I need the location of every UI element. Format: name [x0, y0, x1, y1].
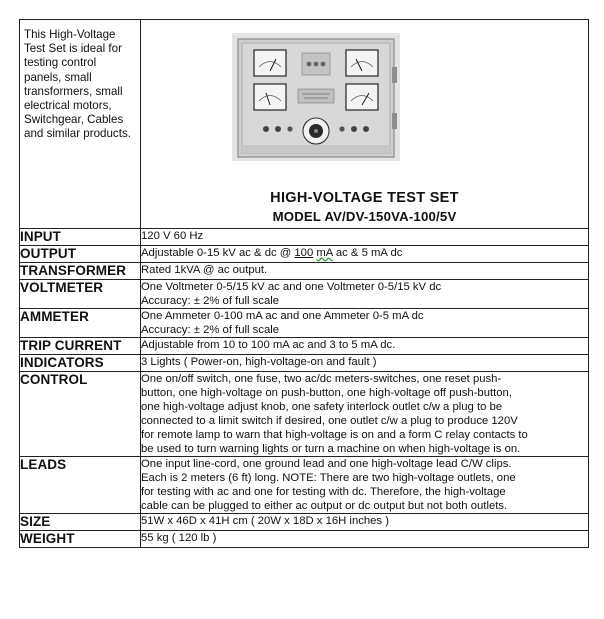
- spec-row-ammeter: [20, 309, 589, 338]
- value-line: One Ammeter 0-100 mA ac and one Ammeter 0-5 mA dc: [141, 310, 424, 322]
- value-line: Accuracy: ± 2% of full scale: [141, 295, 280, 307]
- product-title: HIGH-VOLTAGE TEST SET: [270, 190, 459, 206]
- output-current-unit: mA: [316, 247, 333, 259]
- meter-kv-ac: [254, 50, 286, 76]
- spec-row-indicators: [20, 355, 589, 372]
- label-size: SIZE: [20, 514, 141, 531]
- value-line: One Voltmeter 0-5/15 kV ac and one Voltmeter 0-5/15 kV dc: [141, 281, 442, 293]
- value-voltmeter: [141, 280, 589, 309]
- value-ammeter: [141, 309, 589, 338]
- high-voltage-adjust-knob: [303, 118, 329, 144]
- label-indicators: INDICATORS: [20, 355, 141, 372]
- spec-row-size: [20, 514, 589, 531]
- spec-row-transformer: [20, 263, 589, 280]
- value-line: 3 Lights ( Power-on, high-voltage-on and fault ): [141, 356, 377, 368]
- label-control: CONTROL: [20, 372, 141, 457]
- value-line: Each is 2 meters (6 ft) long. NOTE: There are two high-voltage outlets, one: [141, 472, 516, 484]
- value-line: button, one high-voltage on push-button, one high-voltage off push-button,: [141, 387, 512, 399]
- value-line: for remote lamp to warn that high-voltage is on and a form C relay contacts to: [141, 429, 528, 441]
- label-voltmeter: VOLTMETER: [20, 280, 141, 309]
- spec-row-trip-current: [20, 338, 589, 355]
- output-text-start: Adjustable 0-15 kV ac & dc @: [141, 247, 295, 259]
- value-line: for testing with ac and one for testing with dc. Therefore, the high-voltage: [141, 486, 506, 498]
- value-output: [141, 246, 589, 263]
- value-leads: [141, 457, 589, 514]
- value-line: connected to a limit switch if desired, one outlet c/w a plug to produce 120V: [141, 415, 518, 427]
- intro-cell: [20, 20, 141, 229]
- value-line: 120 V 60 Hz: [141, 230, 204, 242]
- label-transformer: TRANSFORMER: [20, 263, 141, 280]
- spec-row-output: [20, 246, 589, 263]
- hero-area: [141, 20, 588, 228]
- spec-row-weight: [20, 531, 589, 548]
- test-set-photo: [232, 33, 400, 161]
- label-input: INPUT: [20, 229, 141, 246]
- spec-sheet-table: [19, 19, 589, 548]
- model-number: MODEL AV/DV-150VA-100/5V: [272, 209, 457, 224]
- label-weight: WEIGHT: [20, 531, 141, 548]
- intro-text: This High-Voltage Test Set is ideal for testing control panels, small transformers, small electrical motors, Switchgear, Cables and similar products.: [24, 28, 131, 141]
- value-control: [141, 372, 589, 457]
- value-size: [141, 514, 589, 531]
- label-output: OUTPUT: [20, 246, 141, 263]
- value-transformer: [141, 263, 589, 280]
- label-ammeter: AMMETER: [20, 309, 141, 338]
- spec-row-leads: [20, 457, 589, 514]
- value-trip-current: [141, 338, 589, 355]
- value-line: 55 kg ( 120 lb ): [141, 532, 217, 544]
- hero-row: [20, 20, 589, 229]
- value-line: Accuracy: ± 2% of full scale: [141, 324, 280, 336]
- spec-row-input: [20, 229, 589, 246]
- value-line: Rated 1kVA @ ac output.: [141, 264, 268, 276]
- spec-row-voltmeter: [20, 280, 589, 309]
- value-line: be used to turn warning lights or turn a machine on when high-voltage is on.: [141, 443, 521, 455]
- label-trip-current: TRIP CURRENT: [20, 338, 141, 355]
- value-indicators: [141, 355, 589, 372]
- indicator-lights: [302, 53, 330, 75]
- value-weight: [141, 531, 589, 548]
- value-line: one high-voltage adjust knob, one safety interlock outlet c/w a plug to be: [141, 401, 503, 413]
- value-line: Adjustable from 10 to 100 mA ac and 3 to 5 mA dc.: [141, 339, 396, 351]
- output-text-end: ac & 5 mA dc: [332, 247, 403, 259]
- value-line: One on/off switch, one fuse, two ac/dc meters-switches, one reset push-: [141, 373, 502, 385]
- meter-kv-dc: [254, 84, 286, 110]
- value-line: 51W x 46D x 41H cm ( 20W x 18D x 16H inches ): [141, 515, 389, 527]
- output-current-value: 100: [294, 247, 314, 259]
- spec-row-control: [20, 372, 589, 457]
- value-input: [141, 229, 589, 246]
- label-leads: LEADS: [20, 457, 141, 514]
- value-line: One input line-cord, one ground lead and one high-voltage lead C/W clips.: [141, 458, 512, 470]
- hero-cell: [141, 20, 589, 229]
- nameplate: [298, 89, 334, 103]
- meter-ma-dc: [346, 84, 378, 110]
- value-line: cable can be plugged to either ac output or dc output but not both outlets.: [141, 500, 508, 512]
- meter-ma-ac: [346, 50, 378, 76]
